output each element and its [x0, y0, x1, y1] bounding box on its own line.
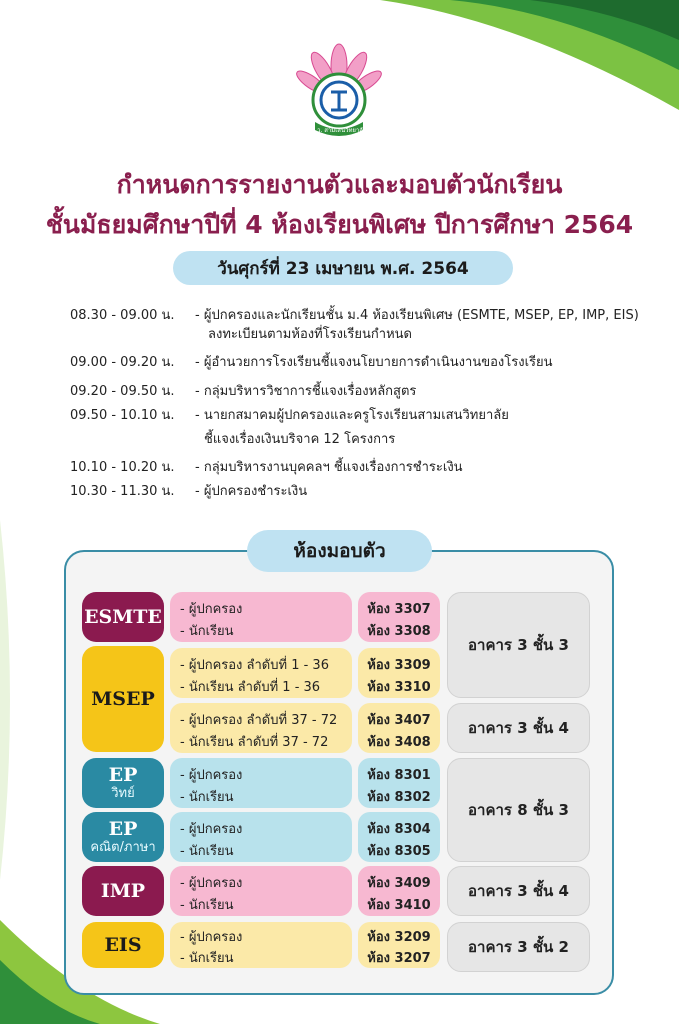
attendee-line: - ผู้ปกครอง — [180, 822, 243, 837]
program-name: EP — [108, 764, 138, 786]
room-box — [358, 592, 440, 642]
building-box: อาคาร 3 ชั้น 2 — [447, 922, 590, 972]
building-box: อาคาร 3 ชั้น 4 — [447, 703, 590, 753]
room-box — [358, 758, 440, 808]
attendee-line: - ผู้ปกครอง ลำดับที่ 1 - 36 — [180, 658, 329, 673]
schedule-time: 08.30 - 09.00 น. — [70, 308, 175, 323]
schedule-time: 10.10 - 10.20 น. — [70, 460, 175, 475]
program-name: EIS — [104, 934, 142, 956]
attendee-box — [170, 812, 352, 862]
attendee-line: - นักเรียน ลำดับที่ 37 - 72 — [180, 735, 329, 750]
schedule-desc: - ผู้อำนวยการโรงเรียนชี้แจงนโยบายการดำเนินงานของโรงเรียน — [195, 355, 553, 370]
room-number: ห้อง 3308 — [367, 624, 431, 639]
schedule-desc-cont: ลงทะเบียนตามห้องที่โรงเรียนกำหนด — [208, 327, 412, 342]
date-banner: วันศุกร์ที่ 23 เมษายน พ.ศ. 2564 — [173, 251, 513, 285]
schedule-desc: - นายกสมาคมผู้ปกครองและครูโรงเรียนสามเสนวิทยาลัย — [195, 408, 509, 423]
building-box: อาคาร 3 ชั้น 4 — [447, 866, 590, 916]
program-name: IMP — [100, 880, 146, 902]
room-box — [358, 648, 440, 698]
attendee-box — [170, 703, 352, 753]
attendee-line: - นักเรียน — [180, 844, 234, 859]
schedule-time: 09.00 - 09.20 น. — [70, 355, 175, 370]
attendee-line: - นักเรียน — [180, 898, 234, 913]
schedule-desc: - กลุ่มบริหารงานบุคคลฯ ชี้แจงเรื่องการชำระเงิน — [195, 460, 463, 475]
school-logo — [293, 38, 385, 138]
room-box — [358, 922, 440, 968]
attendee-line: - ผู้ปกครอง — [180, 876, 243, 891]
attendee-box — [170, 592, 352, 642]
attendee-box — [170, 758, 352, 808]
room-number: ห้อง 8301 — [367, 768, 431, 783]
svg-text:ส.ว. สามเสนวิทยาลัย: ส.ว. สามเสนวิทยาลัย — [311, 127, 367, 134]
room-number: ห้อง 3409 — [367, 876, 431, 891]
schedule-time: 10.30 - 11.30 น. — [70, 484, 175, 499]
attendee-line: - ผู้ปกครอง — [180, 602, 243, 617]
program-tag-eis — [82, 922, 164, 968]
attendee-line: - นักเรียน — [180, 951, 234, 966]
schedule-desc: - กลุ่มบริหารวิชาการชี้แจงเรื่องหลักสูตร — [195, 384, 417, 399]
attendee-line: - นักเรียน — [180, 624, 234, 639]
schedule-time: 09.20 - 09.50 น. — [70, 384, 175, 399]
room-number: ห้อง 3307 — [367, 602, 431, 617]
program-tag-msep — [82, 646, 164, 752]
page-subtitle: ชั้นมัธยมศึกษาปีที่ 4 ห้องเรียนพิเศษ ปีการศึกษา 2564 — [45, 210, 634, 239]
program-name: MSEP — [91, 688, 155, 710]
program-tag-ep-sci — [82, 758, 164, 808]
schedule-desc: - ผู้ปกครองชำระเงิน — [195, 484, 308, 499]
room-number: ห้อง 3408 — [367, 735, 431, 750]
program-tag-esmte — [82, 592, 164, 642]
attendee-line: - นักเรียน — [180, 790, 234, 805]
room-number: ห้อง 3310 — [367, 680, 431, 695]
attendee-line: - นักเรียน ลำดับที่ 1 - 36 — [180, 680, 321, 695]
attendee-line: - ผู้ปกครอง — [180, 768, 243, 783]
attendee-line: - ผู้ปกครอง ลำดับที่ 37 - 72 — [180, 713, 338, 728]
program-sub: วิทย์ — [111, 786, 135, 801]
schedule-time: 09.50 - 10.10 น. — [70, 408, 175, 423]
page-title: กำหนดการรายงานตัวและมอบตัวนักเรียน — [116, 170, 563, 199]
schedule-desc-cont: ชี้แจงเรื่องเงินบริจาค 12 โครงการ — [204, 432, 396, 447]
program-name: ESMTE — [84, 606, 162, 628]
room-number: ห้อง 3410 — [367, 898, 431, 913]
room-box — [358, 866, 440, 916]
rooms-title: ห้องมอบตัว — [247, 530, 432, 572]
program-tag-ep-math — [82, 812, 164, 862]
room-number: ห้อง 3407 — [367, 713, 431, 728]
room-number: ห้อง 8302 — [367, 790, 431, 805]
building-box: อาคาร 8 ชั้น 3 — [447, 758, 590, 862]
attendee-box — [170, 648, 352, 698]
room-number: ห้อง 3209 — [367, 930, 431, 945]
room-number: ห้อง 8305 — [367, 844, 431, 859]
room-number: ห้อง 3207 — [367, 951, 431, 966]
room-number: ห้อง 3309 — [367, 658, 431, 673]
room-box — [358, 703, 440, 753]
attendee-box — [170, 922, 352, 968]
room-number: ห้อง 8304 — [367, 822, 431, 837]
room-box — [358, 812, 440, 862]
attendee-line: - ผู้ปกครอง — [180, 930, 243, 945]
building-box: อาคาร 3 ชั้น 3 — [447, 592, 590, 698]
program-sub: คณิต/ภาษา — [90, 840, 156, 855]
attendee-box — [170, 866, 352, 916]
schedule-desc: - ผู้ปกครองและนักเรียนชั้น ม.4 ห้องเรียนพิเศษ (ESMTE, MSEP, EP, IMP, EIS) — [195, 308, 639, 323]
program-tag-imp — [82, 866, 164, 916]
program-name: EP — [108, 818, 138, 840]
